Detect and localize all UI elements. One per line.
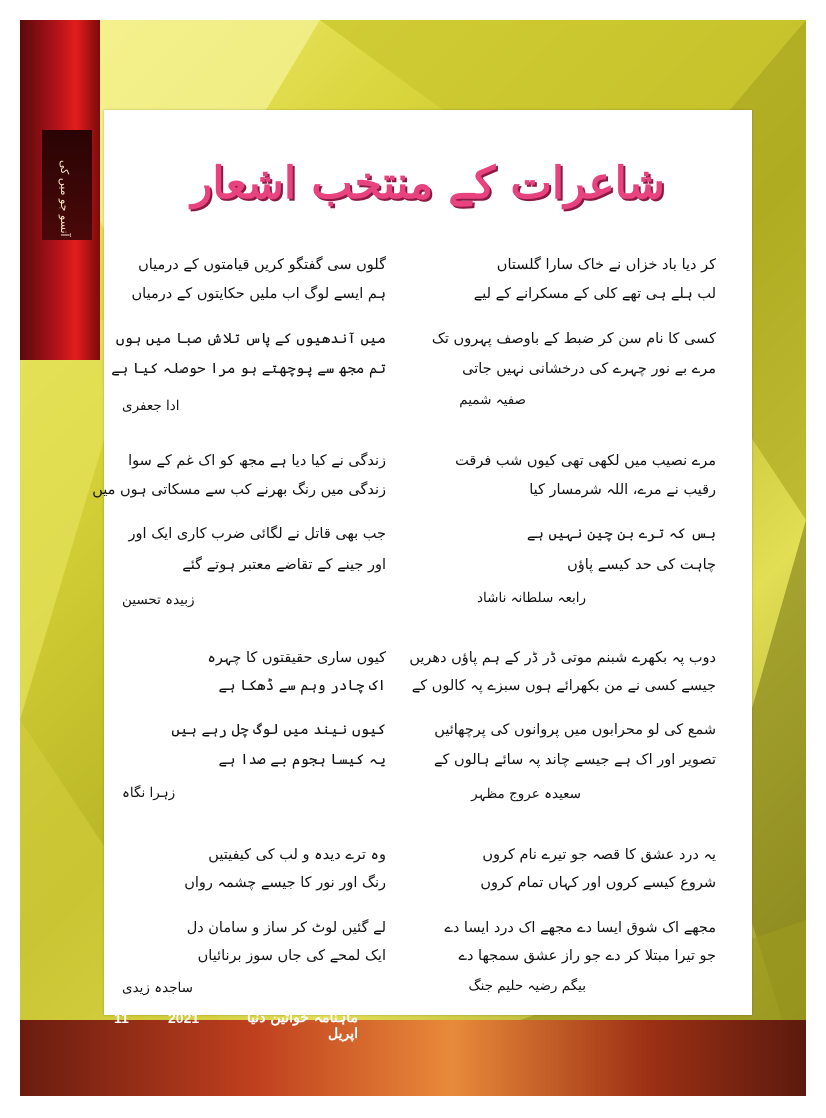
verse-line: کیوں نیند میں لوگ چل رہے ہیں — [171, 722, 386, 738]
verse-line: لب ہلے ہی تھے کلی کے مسکرانے کے لیے — [473, 286, 716, 302]
side-label: آنسو جو میں کی — [58, 160, 71, 237]
verse-line: جب بھی قاتل نے لگائی ضرب کاری ایک اور — [128, 526, 386, 542]
verse-line: مجھے اک شوق ایسا دے مجھے اک درد ایسا دے — [444, 920, 716, 936]
poet-name: ادا جعفری — [122, 398, 180, 414]
page-content — [92, 110, 752, 1015]
verse-line: یہ کیسا ہجوم بے صدا ہے — [218, 752, 386, 768]
verse-line: رقیب نے مرے، اللہ شرمسار کیا — [529, 482, 716, 498]
verse-line: مرے بے نور چہرے کی درخشانی نہیں جاتی — [462, 361, 716, 377]
page-number: 11 — [114, 1010, 129, 1026]
magazine-name: ماہنامہ خواتین دنیا اپریل — [246, 1010, 358, 1042]
verse-line: تصویر اور اک ہے جیسے چاند پہ سائے ہالوں کے — [434, 752, 716, 768]
verse-line: زندگی نے کیا دیا ہے مجھ کو اک غم کے سوا — [128, 453, 386, 469]
verse-line: گلوں سی گفتگو کریں قیامتوں کے درمیاں — [138, 257, 386, 273]
verse-line: شروع کیسے کروں اور کہاں تمام کروں — [480, 875, 716, 891]
footer-year: 2021 — [168, 1010, 200, 1026]
poet-name: زہرا نگاہ — [122, 785, 176, 801]
verse-line: بس کہ ترے بن چین نہیں ہے — [526, 526, 716, 542]
bottom-decorative-band — [20, 1020, 806, 1096]
verse-line: ہم ایسے لوگ اب ملیں حکایتوں کے درمیاں — [131, 286, 386, 302]
poet-name: ساجدہ زیدی — [122, 980, 193, 996]
verse-line: کر دیا باد خزاں نے خاک سارا گلستاں — [496, 257, 716, 273]
verse-line: جیسے کسی نے من بکھرائے ہوں سبزے پہ کالوں کے — [411, 678, 716, 694]
poet-name: سعیدہ عروج مظہر — [471, 786, 581, 802]
page-title: شاعرات کے منتخب اشعار — [191, 158, 665, 209]
verse-line: کیوں ساری حقیقتوں کا چہرہ — [207, 650, 386, 666]
verse-line: دوب پہ بکھرے شبنم موتی ڈر ڈر کے ہم پاؤں دھریں — [409, 650, 716, 666]
verse-line: یہ درد عشق کا قصہ جو تیرے نام کروں — [482, 847, 716, 863]
verse-line: رنگ اور نور کا جیسے چشمہ رواں — [184, 875, 386, 891]
verse-line: میں آندھیوں کے پاس تلاش صبا میں ہوں — [115, 331, 386, 347]
verse-line: اور جینے کے تقاضے معتبر ہوتے گئے — [182, 557, 386, 573]
verse-line: زندگی میں رنگ بھرنے کب سے مسکاتی ہوں میں — [92, 482, 386, 498]
verse-line: جو تیرا مبتلا کر دے جو راز عشق سمجھا دے — [458, 948, 716, 964]
verse-line: شمع کی لو محرابوں میں پروانوں کی پرچھائیں — [434, 722, 716, 738]
poet-name: صفیہ شمیم — [459, 392, 526, 408]
poet-name: زبیدہ تحسین — [122, 592, 195, 608]
verse-line: ایک لمحے کی جاں سوز برنائیاں — [197, 948, 386, 964]
poet-name: بیگم رضیہ حلیم جنگ — [468, 978, 586, 994]
verse-line: کسی کا نام سن کر ضبط کے باوصف پہروں تک — [431, 331, 716, 347]
verse-line: چاہت کی حد کیسے پاؤں — [567, 557, 716, 573]
verse-line: وہ ترے دیدہ و لب کی کیفیتیں — [208, 847, 386, 863]
verse-line: لے گئیں لوٹ کر ساز و سامان دل — [186, 920, 386, 936]
poet-name: رابعہ سلطانہ ناشاد — [477, 590, 586, 606]
verse-line: مرے نصیب میں لکھی تھی کیوں شب فرقت — [455, 453, 716, 469]
verse-line: تم مجھ سے پوچھتے ہو مرا حوصلہ کیا ہے — [111, 361, 386, 377]
verse-line: اک چادر وہم سے ڈھکا ہے — [218, 678, 386, 694]
